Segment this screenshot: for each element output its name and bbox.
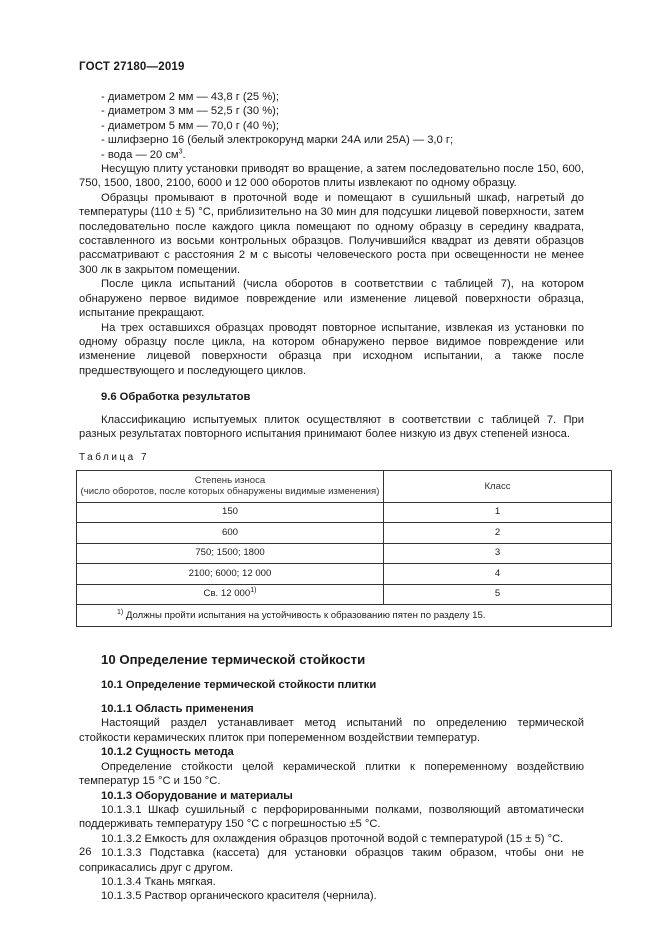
list-item: - диаметром 5 мм — 70,0 г (40 %);	[101, 119, 279, 132]
water-tail: .	[182, 148, 186, 161]
superscript: 3	[178, 147, 183, 155]
paragraph: Образцы промывают в проточной воде и помещают в сушильный шкаф, нагретый до температуры (110 ± 5) °С, приблизительно на 30 мин для подсушки лицевой поверхности, затем последовательно после каждого цикла помещают по одному образцу в середину квадрата, составленного из восьми контрольных образцов. Получившийся квадрат из девяти образцов рассматривают с расстояния 2 м с высоты человеческого роста при освещенности не менее 300 лк в закрытом помещении.	[79, 191, 584, 276]
table-cell: 750; 1500; 1800	[77, 543, 384, 564]
section-heading-9-6: 9.6 Обработка результатов	[101, 391, 251, 404]
paragraph: На трех оставшихся образцах проводят повторное испытание, извлекая из установки по одному образцу после цикла, на котором обнаружено первое видимое повреждение или изменение лицевой поверхности образца при исходном испытании, а также после предшествующего и последующего циклов.	[79, 321, 584, 377]
list-item: - шлифзерно 16 (белый электрокорунд марки 24А или 25А) — 3,0 г;	[101, 134, 454, 147]
table-row	[77, 523, 612, 544]
document-header: ГОСТ 27180—2019	[79, 61, 185, 73]
table-header-row	[77, 470, 612, 502]
subsection-heading-10-1-2: 10.1.2 Сущность метода	[101, 746, 234, 759]
table-cell: 2	[384, 523, 612, 544]
footnote-text: Должны пройти испытания на устойчивость к образованию пятен по разделу 15.	[123, 609, 486, 621]
cell-text: Св. 12 000	[203, 588, 251, 600]
table-footnote-row	[77, 605, 612, 627]
footnote-mark: 1)	[117, 608, 124, 616]
paragraph: После цикла испытаний (числа оборотов в соответствии с таблицей 7), на котором обнаружено первое видимое повреждение или изменение лицевой поверхности образца, испытание прекращают.	[79, 278, 584, 320]
list-item: 10.1.3.5 Раствор органического красителя (чернила).	[101, 890, 377, 903]
header-line: (число оборотов, после которых обнаружены видимые изменения)	[80, 486, 380, 498]
paragraph: Классификацию испытуемых плиток осуществляют в соответствии с таблицей 7. При разных результатах повторного испытания принимают более низкую из двух степеней износа.	[79, 413, 584, 440]
table-cell	[77, 584, 384, 605]
paragraph: Определение стойкости целой керамической плитки к попеременному воздействию температур 15 °С и 150 °С.	[79, 760, 584, 788]
section-heading-10: 10 Определение термической стойкости	[101, 652, 366, 668]
table-row	[77, 584, 612, 605]
header-line: Степень износа	[194, 475, 266, 487]
table-header-wear	[77, 470, 384, 502]
page-number: 26	[79, 846, 92, 858]
subsection-heading-10-1-1: 10.1.1 Область применения	[101, 703, 254, 716]
wear-class-table	[76, 470, 612, 628]
list-item: 10.1.3.2 Емкость для охлаждения образцов проточной водой с температурой (15 ± 5) °С.	[101, 832, 564, 845]
table-row	[77, 564, 612, 585]
table-cell: 1	[384, 502, 612, 523]
paragraph: Несущую плиту установки приводят во вращение, а затем последовательно после 150, 600, 750, 1500, 1800, 2100, 6000 и 12 000 оборотов плиты извлекают по одному образцу.	[79, 163, 584, 190]
subsection-heading-10-1-3: 10.1.3 Оборудование и материалы	[101, 789, 293, 802]
table-caption: Таблица 7	[79, 452, 150, 464]
water-text: - вода — 20 см	[101, 148, 179, 161]
list-item: - диаметром 3 мм — 52,5 г (30 %);	[101, 105, 279, 118]
table-cell: 5	[384, 584, 612, 605]
table-row	[77, 543, 612, 564]
list-item: 10.1.3.4 Ткань мягкая.	[101, 875, 216, 888]
table-cell: 4	[384, 564, 612, 585]
paragraph: Настоящий раздел устанавливает метод испытаний по определению термической стойкости керамических плиток при попеременном воздействии температур.	[79, 717, 584, 744]
table-header-class: Класс	[384, 470, 612, 502]
page-content	[79, 90, 584, 904]
table-cell: 150	[77, 502, 384, 523]
table-cell: 3	[384, 543, 612, 564]
list-item: - диаметром 2 мм — 43,8 г (25 %);	[101, 91, 279, 103]
footnote-ref: 1)	[250, 587, 257, 595]
list-item-water	[79, 148, 584, 162]
table-row	[77, 502, 612, 523]
table-cell: 2100; 6000; 12 000	[77, 564, 384, 585]
table-cell: 600	[77, 523, 384, 544]
table-footnote	[77, 605, 612, 627]
list-item: 10.1.3.1 Шкаф сушильный с перфорированными полками, позволяющий автоматически поддерживать температуру 150 °С с погрешностью ±5 °С.	[79, 803, 584, 831]
list-item: 10.1.3.3 Подставка (кассета) для установки образцов таким образом, чтобы они не соприкасались друг с другом.	[79, 847, 584, 874]
subsection-heading-10-1: 10.1 Определение термической стойкости плитки	[101, 678, 377, 691]
